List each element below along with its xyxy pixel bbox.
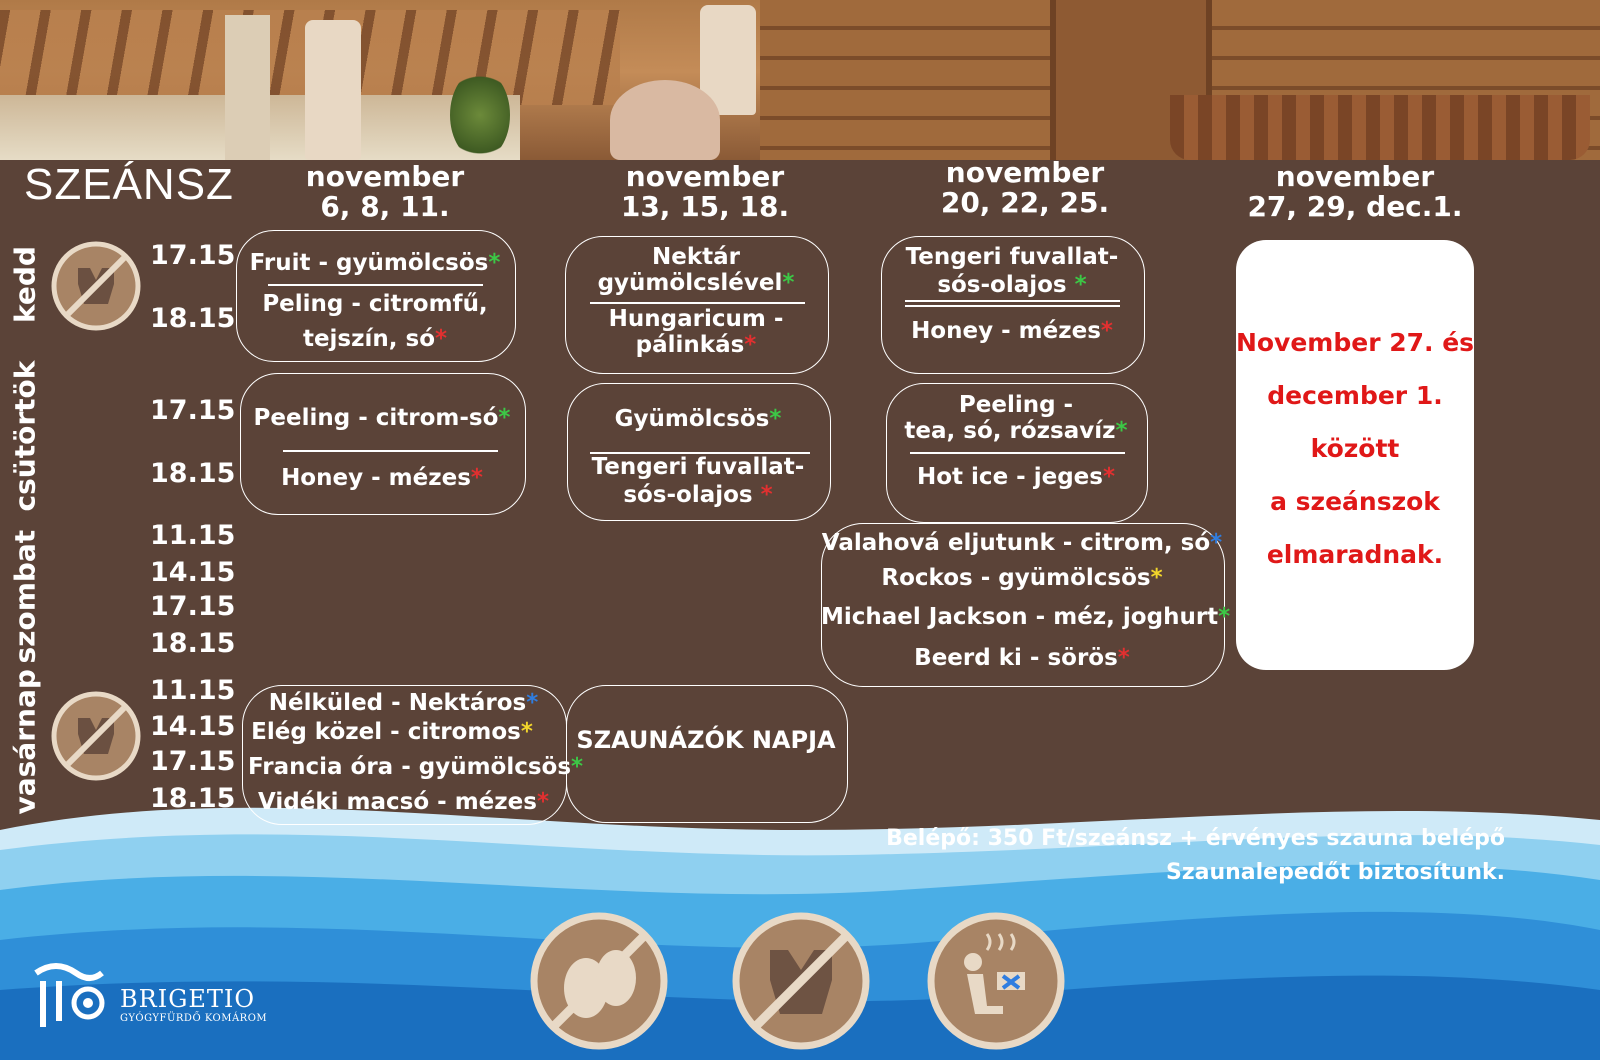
no-slippers-icon xyxy=(528,910,670,1052)
session-text: Peeling - citrom-só* xyxy=(253,405,511,431)
day-label-szombat: szombat xyxy=(8,529,42,664)
time-label: 17.15 xyxy=(150,395,236,426)
no-sauna-pouring-icon xyxy=(925,910,1067,1052)
time-label: 11.15 xyxy=(150,520,236,551)
no-clothes-icon xyxy=(730,910,872,1052)
cancellation-notice: November 27. és december 1. között a szeánszok elmaradnak. xyxy=(1235,328,1475,569)
time-label: 14.15 xyxy=(150,711,236,742)
session-text: Tengeri fuvallat- xyxy=(591,454,805,480)
session-text: Tengeri fuvallat- xyxy=(905,244,1119,270)
column-header xyxy=(1230,162,1480,222)
time-label: 17.15 xyxy=(150,240,236,271)
time-label: 11.15 xyxy=(150,675,236,706)
divider xyxy=(910,452,1125,454)
session-text: Fruit - gyümölcsös* xyxy=(249,250,501,276)
brigetio-logo-icon xyxy=(28,955,108,1035)
divider xyxy=(283,450,498,452)
column-header-month: november xyxy=(625,160,785,193)
session-text: Gyümölcsös* xyxy=(614,406,782,432)
entry-price-text: Belépő: 350 Ft/szeánsz + érvényes szauna belépő xyxy=(886,826,1505,851)
sauna-day-label: SZAUNÁZÓK NAPJA xyxy=(576,726,836,754)
day-label-kedd: kedd xyxy=(8,246,42,323)
session-text: Peeling - xyxy=(958,392,1074,418)
no-swimwear-icon xyxy=(50,690,142,782)
column-header-month: november xyxy=(305,160,465,193)
session-text: Honey - mézes* xyxy=(911,318,1113,344)
session-text: Honey - mézes* xyxy=(281,465,483,491)
time-label: 14.15 xyxy=(150,557,236,588)
column-header-month: november xyxy=(1275,160,1435,193)
session-text: sós-olajos * xyxy=(937,272,1087,298)
session-text: Peling - citromfű, xyxy=(262,291,488,317)
time-label: 17.15 xyxy=(150,746,236,777)
session-text: Vidéki macsó - mézes* xyxy=(258,789,549,815)
divider xyxy=(905,300,1120,302)
header-photo xyxy=(0,0,1600,160)
column-header-dates: 6, 8, 11. xyxy=(320,190,450,223)
session-text: Nektár xyxy=(651,244,740,270)
time-label: 18.15 xyxy=(150,458,236,489)
day-label-csutortok: csütörtök xyxy=(8,360,42,512)
session-box xyxy=(240,373,526,515)
divider xyxy=(590,302,805,304)
column-header xyxy=(590,162,820,222)
session-box xyxy=(566,685,848,823)
divider xyxy=(905,305,1120,307)
divider xyxy=(268,284,483,286)
towel-info-text: Szaunalepedőt biztosítunk. xyxy=(1165,860,1505,885)
column-header xyxy=(905,158,1145,218)
session-text: Francia óra - gyümölcsös* xyxy=(248,754,584,780)
time-label: 18.15 xyxy=(150,303,236,334)
session-text: Rockos - gyümölcsös* xyxy=(881,565,1163,591)
day-label-vasarnap: vasárnap xyxy=(8,669,42,815)
brand-subtitle: GYÓGYFÜRDŐ KOMÁROM xyxy=(120,1013,268,1024)
no-swimwear-icon xyxy=(50,240,142,332)
session-text: tejszín, só* xyxy=(302,326,448,352)
session-text: Nélküled - Nektáros* xyxy=(268,690,539,716)
session-text: tea, só, rózsavíz* xyxy=(904,418,1128,444)
session-text: Valahová eljutunk - citrom, só* xyxy=(821,530,1223,556)
session-text: gyümölcslével* xyxy=(597,270,795,296)
session-text: Elég közel - citromos* xyxy=(251,719,533,745)
time-label: 18.15 xyxy=(150,628,236,659)
session-text: sós-olajos * xyxy=(623,482,773,508)
column-header xyxy=(280,162,490,222)
column-header-dates: 20, 22, 25. xyxy=(940,186,1110,219)
time-label: 17.15 xyxy=(150,591,236,622)
session-text: Beerd ki - sörös* xyxy=(914,645,1130,671)
column-header-month: november xyxy=(945,156,1105,189)
session-text: pálinkás* xyxy=(635,332,757,358)
page-title: SZEÁNSZ xyxy=(24,160,234,209)
column-header-dates: 13, 15, 18. xyxy=(620,190,790,223)
session-text: Michael Jackson - méz, joghurt* xyxy=(821,604,1231,630)
time-label: 18.15 xyxy=(150,783,236,814)
session-text: Hungaricum - xyxy=(608,306,784,332)
session-text: Hot ice - jeges* xyxy=(917,464,1115,490)
column-header-dates: 27, 29, dec.1. xyxy=(1247,190,1463,223)
brand-name: BRIGETIO xyxy=(120,985,256,1013)
